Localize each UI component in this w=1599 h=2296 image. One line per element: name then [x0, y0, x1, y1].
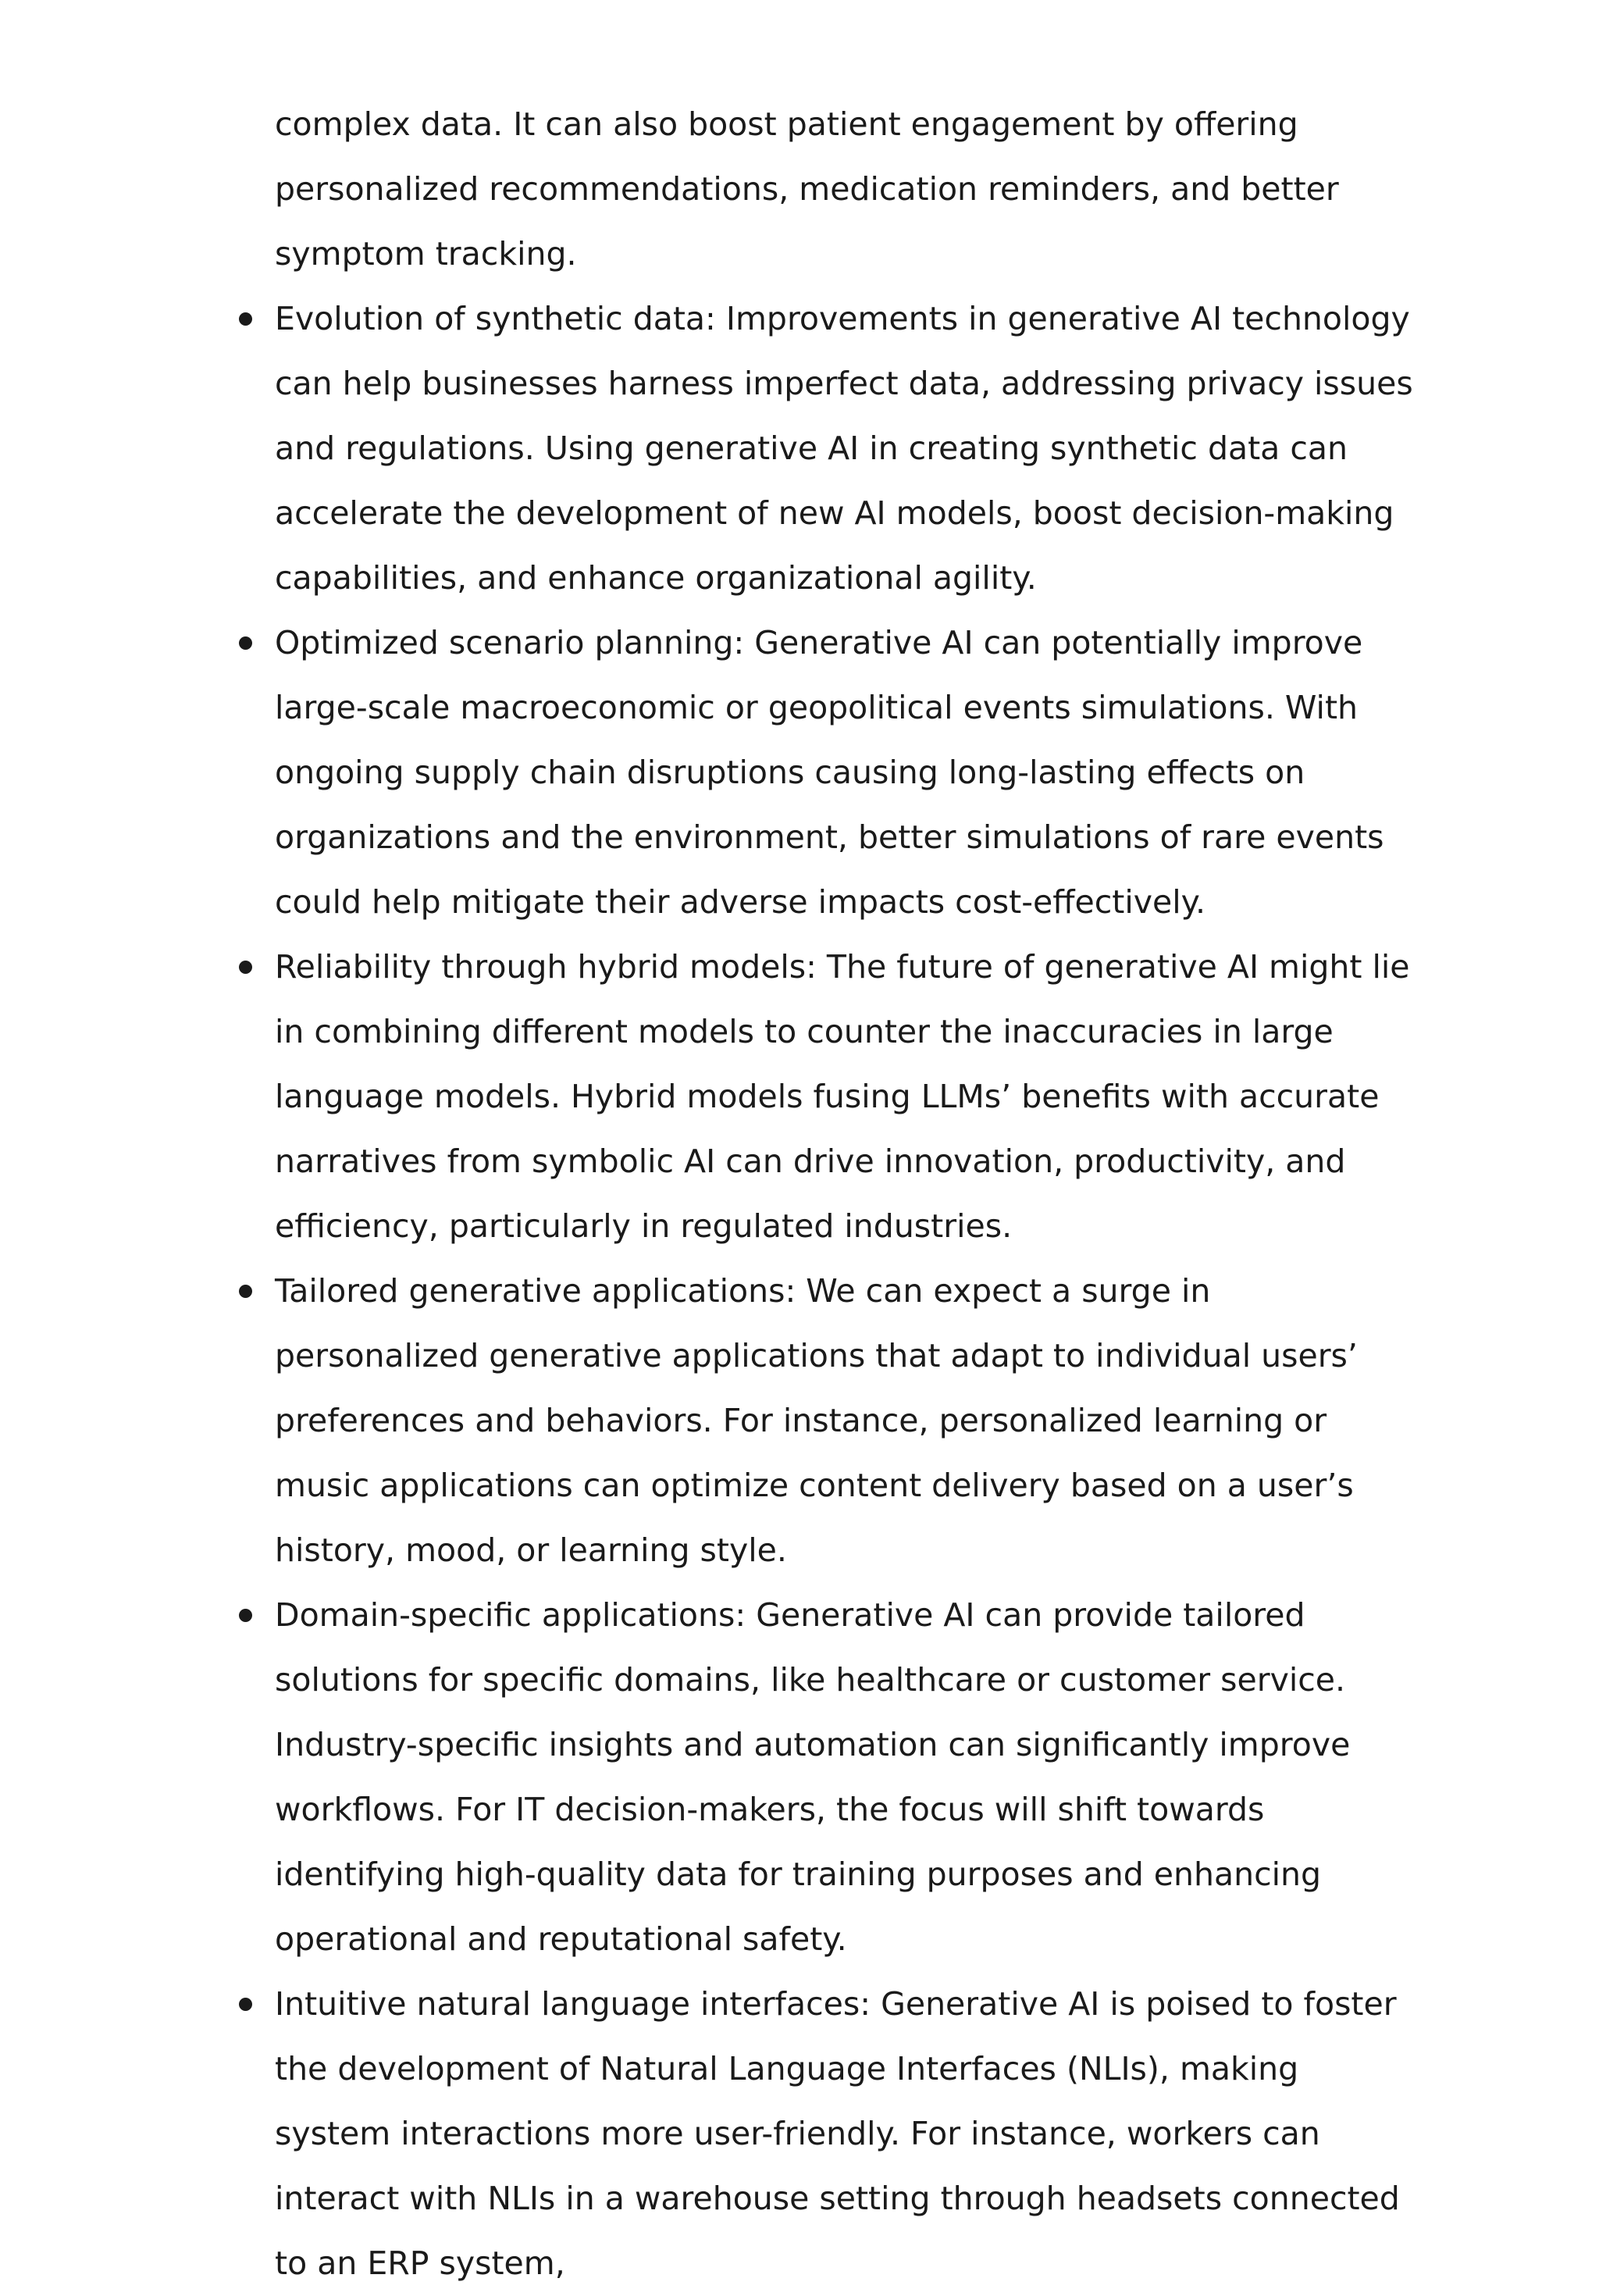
bullet-text: Tailored generative applications: We can expect a surge in personalized generative applications that adapt to individual users’ preferences and behaviors. For instance, personalized learning or music applications can optimize content delivery based on a user’s history, mood, or learning style.: [275, 1272, 1358, 1569]
bullet-text: Intuitive natural language interfaces: Generative AI is poised to foster the development of Natural Language Interfaces (NLIs), making system interactions more user-friendly. For instance, workers can interact with NLIs in a warehouse setting through headsets connected to an ERP system,: [275, 1985, 1400, 2282]
bullet-dot-icon: [239, 1998, 252, 2011]
bullet-item-scenario-planning: [275, 611, 1416, 935]
bullet-item-tailored-applications: [275, 1259, 1416, 1583]
bullet-item-hybrid-models: [275, 935, 1416, 1259]
bullet-text: Reliability through hybrid models: The future of generative AI might lie in combining different models to counter the inaccuracies in large language models. Hybrid models fusing LLMs’ benefits with accurate narratives from symbolic AI can drive innovation, productivity, and efficiency, particularly in regulated industries.: [275, 948, 1410, 1245]
bullet-text: Domain-specific applications: Generative AI can provide tailored solutions for specific domains, like healthcare or customer service. Industry-specific insights and automation can significantly improve workflows. For IT decision-makers, the focus will shift towards identifying high-quality data for training purposes and enhancing operational and reputational safety.: [275, 1596, 1351, 1958]
bullet-item-natural-language-interfaces: [275, 1972, 1416, 2296]
bullet-item-domain-specific: [275, 1583, 1416, 1972]
bullet-dot-icon: [239, 1285, 252, 1298]
bullet-dot-icon: [239, 1609, 252, 1622]
bullet-list: [275, 287, 1416, 2296]
bullet-dot-icon: [239, 961, 252, 974]
bullet-item-synthetic-data: [275, 287, 1416, 611]
bullet-text: Optimized scenario planning: Generative AI can potentially improve large-scale macroeconomic or geopolitical events simulations. With ongoing supply chain disruptions causing long-lasting effects on organizations and the environment, better simulations of rare events could help mitigate their adverse impacts cost-effectively.: [275, 624, 1384, 921]
bullet-dot-icon: [239, 636, 252, 650]
continuation-paragraph: complex data. It can also boost patient engagement by offering personalized recommendations, medication reminders, and better symptom tracking.: [275, 105, 1339, 273]
bullet-text: Evolution of synthetic data: Improvements in generative AI technology can help businesses harness imperfect data, addressing privacy issues and regulations. Using generative AI in creating synthetic data can accelerate the development of new AI models, boost decision-making capabilities, and enhance organizational agility.: [275, 300, 1413, 597]
bullet-dot-icon: [239, 312, 252, 326]
